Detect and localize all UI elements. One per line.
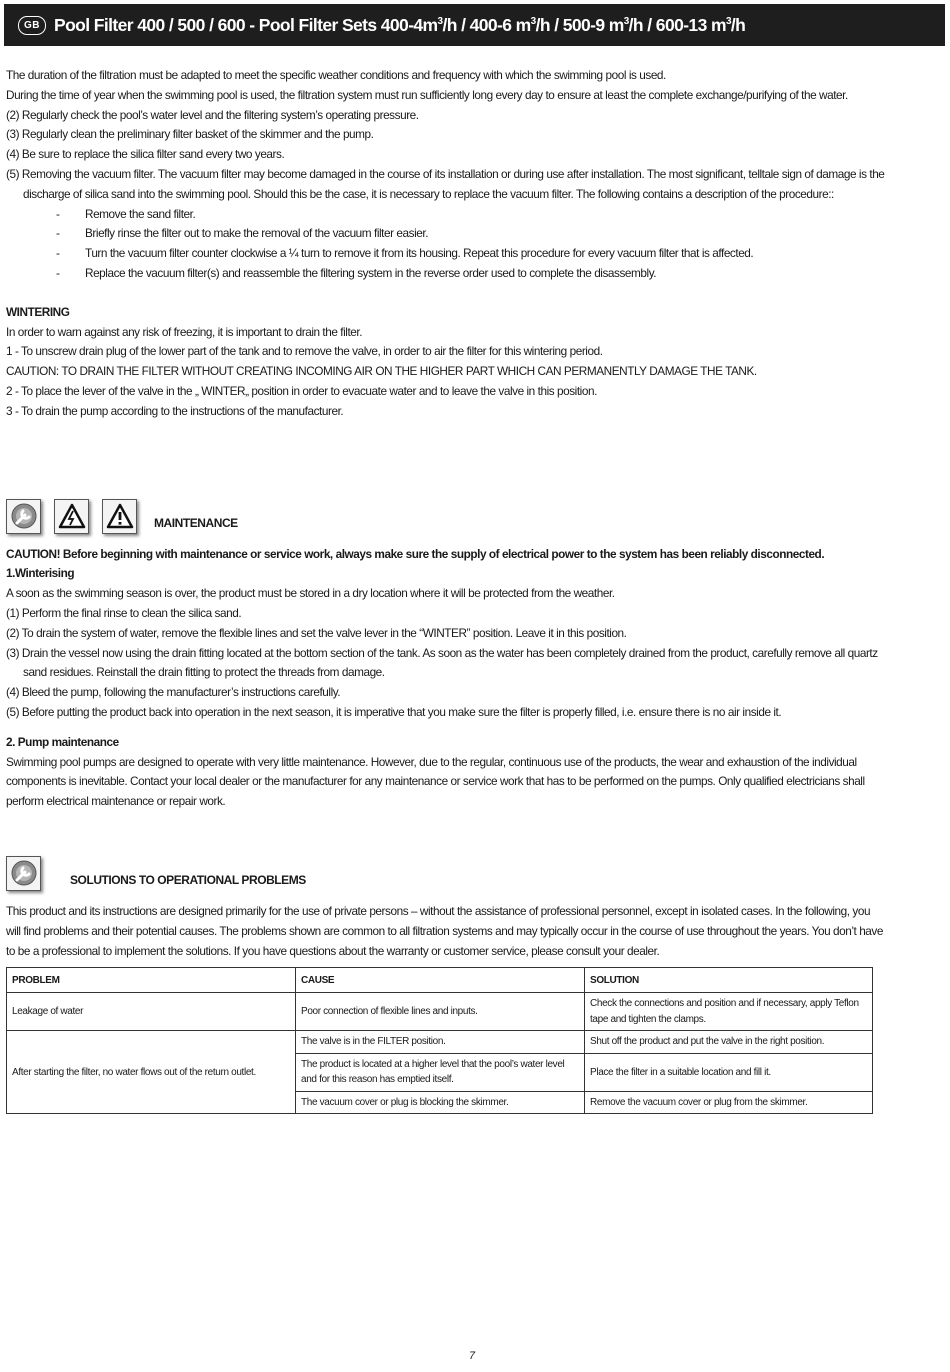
pump-maintenance-heading: 2. Pump maintenance: [6, 734, 119, 749]
cause-cell: The product is located at a higher level that the pool’s water level and for this reason has emptied itself.: [296, 1053, 585, 1091]
wintering-heading: WINTERING: [6, 304, 70, 319]
problems-table: [6, 967, 873, 1114]
page-number: 7: [469, 1350, 476, 1362]
table-header-row: [7, 968, 873, 993]
step-item: - Remove the sand filter.: [56, 206, 196, 221]
cause-cell: The valve is in the FILTER position.: [296, 1031, 585, 1054]
pump-maintenance-text: Swimming pool pumps are designed to operate with very little maintenance. However, due to the regular, continuous use of the products, the wear and exhaustion of the individual components is inevitable. Contact your local dealer or the manufacturer for any maintenance or service work that has to be performed on the pumps. Only qualified electricians shall perform electrical maintenance or repair work.: [6, 754, 865, 809]
list-item: (2) To drain the system of water, remove the flexible lines and set the valve lever in the “WINTER” position. Leave it in this position.: [6, 625, 627, 640]
solution-cell: Check the connections and position and if necessary, apply Teflon tape and tighten the clamps.: [585, 993, 873, 1031]
wintering-line: 3 - To drain the pump according to the instructions of the manufacturer.: [6, 403, 344, 418]
wintering-line: 1 - To unscrew drain plug of the lower part of the tank and to remove the valve, in order to air the filter for this wintering period.: [6, 344, 603, 359]
wrench-icon: [6, 499, 41, 534]
solutions-header: [6, 851, 886, 891]
list-item: (1) Perform the final rinse to clean the silica sand.: [6, 605, 242, 620]
intro-paragraph: During the time of year when the swimming pool is used, the filtration system must run sufficiently long every day to ensure at least the complete exchange/purifying of the water.: [6, 87, 848, 102]
solution-cell: Remove the vacuum cover or plug from the skimmer.: [585, 1091, 873, 1114]
winterising-heading: 1.Winterising: [6, 566, 75, 581]
maintenance-header: [6, 494, 886, 534]
wrench-icon: [6, 856, 41, 891]
table-row: [7, 993, 873, 1031]
intro-paragraph: The duration of the filtration must be adapted to meet the specific weather conditions and frequency with which the swimming pool is used.: [6, 68, 666, 82]
cause-cell: The vacuum cover or plug is blocking the skimmer.: [296, 1091, 585, 1114]
list-item: (2) Regularly check the pool’s water level and the filtering system’s operating pressure.: [6, 107, 419, 122]
step-item: - Turn the vacuum filter counter clockwise a ¼ turn to remove it from its housing. Repeat this procedure for every vacuum filter that is affected.: [56, 246, 754, 261]
problem-cell: After starting the filter, no water flows out of the return outlet.: [7, 1031, 296, 1114]
column-header: PROBLEM: [7, 968, 296, 993]
problem-cell: Leakage of water: [7, 993, 296, 1031]
solution-cell: Place the filter in a suitable location and fill it.: [585, 1053, 873, 1091]
header-bar: [4, 4, 945, 46]
solutions-intro: This product and its instructions are designed primarily for the use of private persons – without the assistance of professional personnel, except in isolated cases. In the following, you will find problems and their potential causes. The problems shown are common to all filtration systems and may typically occur in the course of use throughout the years. You don’t have to be a professional to implement the solutions. If you have questions about the warranty or customer service, please consult your dealer.: [6, 903, 883, 958]
solutions-title: SOLUTIONS TO OPERATIONAL PROBLEMS: [70, 873, 306, 888]
winterising-intro: A soon as the swimming season is over, the product must be stored in a dry location where it will be protected from the weather.: [6, 586, 615, 601]
maintenance-caution: CAUTION! Before beginning with maintenance or service work, always make sure the supply of electrical power to the system has been reliably disconnected.: [6, 546, 825, 561]
page-title: Pool Filter 400 / 500 / 600 - Pool Filter Sets $400-4m^3/h / 400-6$ $m^3/h / 500-9$ $m^3/h / 600-13$ $m^3/h$: [54, 14, 746, 35]
list-item: (5) Removing the vacuum filter. The vacuum filter may become damaged in the course of its installation or during use after installation. The most significant, telltale sign of damage is the discharge of silica sand into the swimming pool. Should this be the case, it is necessary to replace the vacuum filter. The following contains a description of the procedure::: [6, 166, 885, 201]
solution-cell: Shut off the product and put the valve in the right position.: [585, 1031, 873, 1054]
step-item: - Replace the vacuum filter(s) and reassemble the filtering system in the reverse order used to complete the disassembly.: [56, 265, 657, 280]
step-item: - Briefly rinse the filter out to make the removal of the vacuum filter easier.: [56, 226, 429, 241]
table-row: [7, 1031, 873, 1054]
list-item: (4) Be sure to replace the silica filter sand every two years.: [6, 147, 285, 162]
cause-cell: Poor connection of flexible lines and inputs.: [296, 993, 585, 1031]
list-item: (3) Drain the vessel now using the drain fitting located at the bottom section of the tank. As soon as the water has been completely drained from the product, carefully remove all quartz sand residues. Reinstall the drain fitting to protect the threads from damage.: [6, 645, 878, 680]
document-body: [6, 66, 886, 1114]
language-badge: GB: [18, 16, 46, 35]
electric-warning-icon: [54, 499, 89, 534]
column-header: SOLUTION: [585, 968, 873, 993]
wintering-caution: CAUTION: TO DRAIN THE FILTER WITHOUT CREATING INCOMING AIR ON THE HIGHER PART WHICH CAN PERMANENTLY DAMAGE THE TANK.: [6, 364, 757, 379]
wintering-line: 2 - To place the lever of the valve in the „ WINTER„ position in order to evacuate water and to leave the valve in this position.: [6, 383, 597, 398]
list-item: (4) Bleed the pump, following the manufacturer’s instructions carefully.: [6, 685, 341, 700]
list-item: (3) Regularly clean the preliminary filter basket of the skimmer and the pump.: [6, 127, 374, 142]
maintenance-title: MAINTENANCE: [154, 515, 238, 530]
warning-icon: [102, 499, 137, 534]
column-header: CAUSE: [296, 968, 585, 993]
list-item: (5) Before putting the product back into operation in the next season, it is imperative that you make sure the filter is properly filled, i.e. ensure there is no air inside it.: [6, 704, 782, 719]
wintering-line: In order to warn against any risk of freezing, it is important to drain the filter.: [6, 324, 363, 339]
